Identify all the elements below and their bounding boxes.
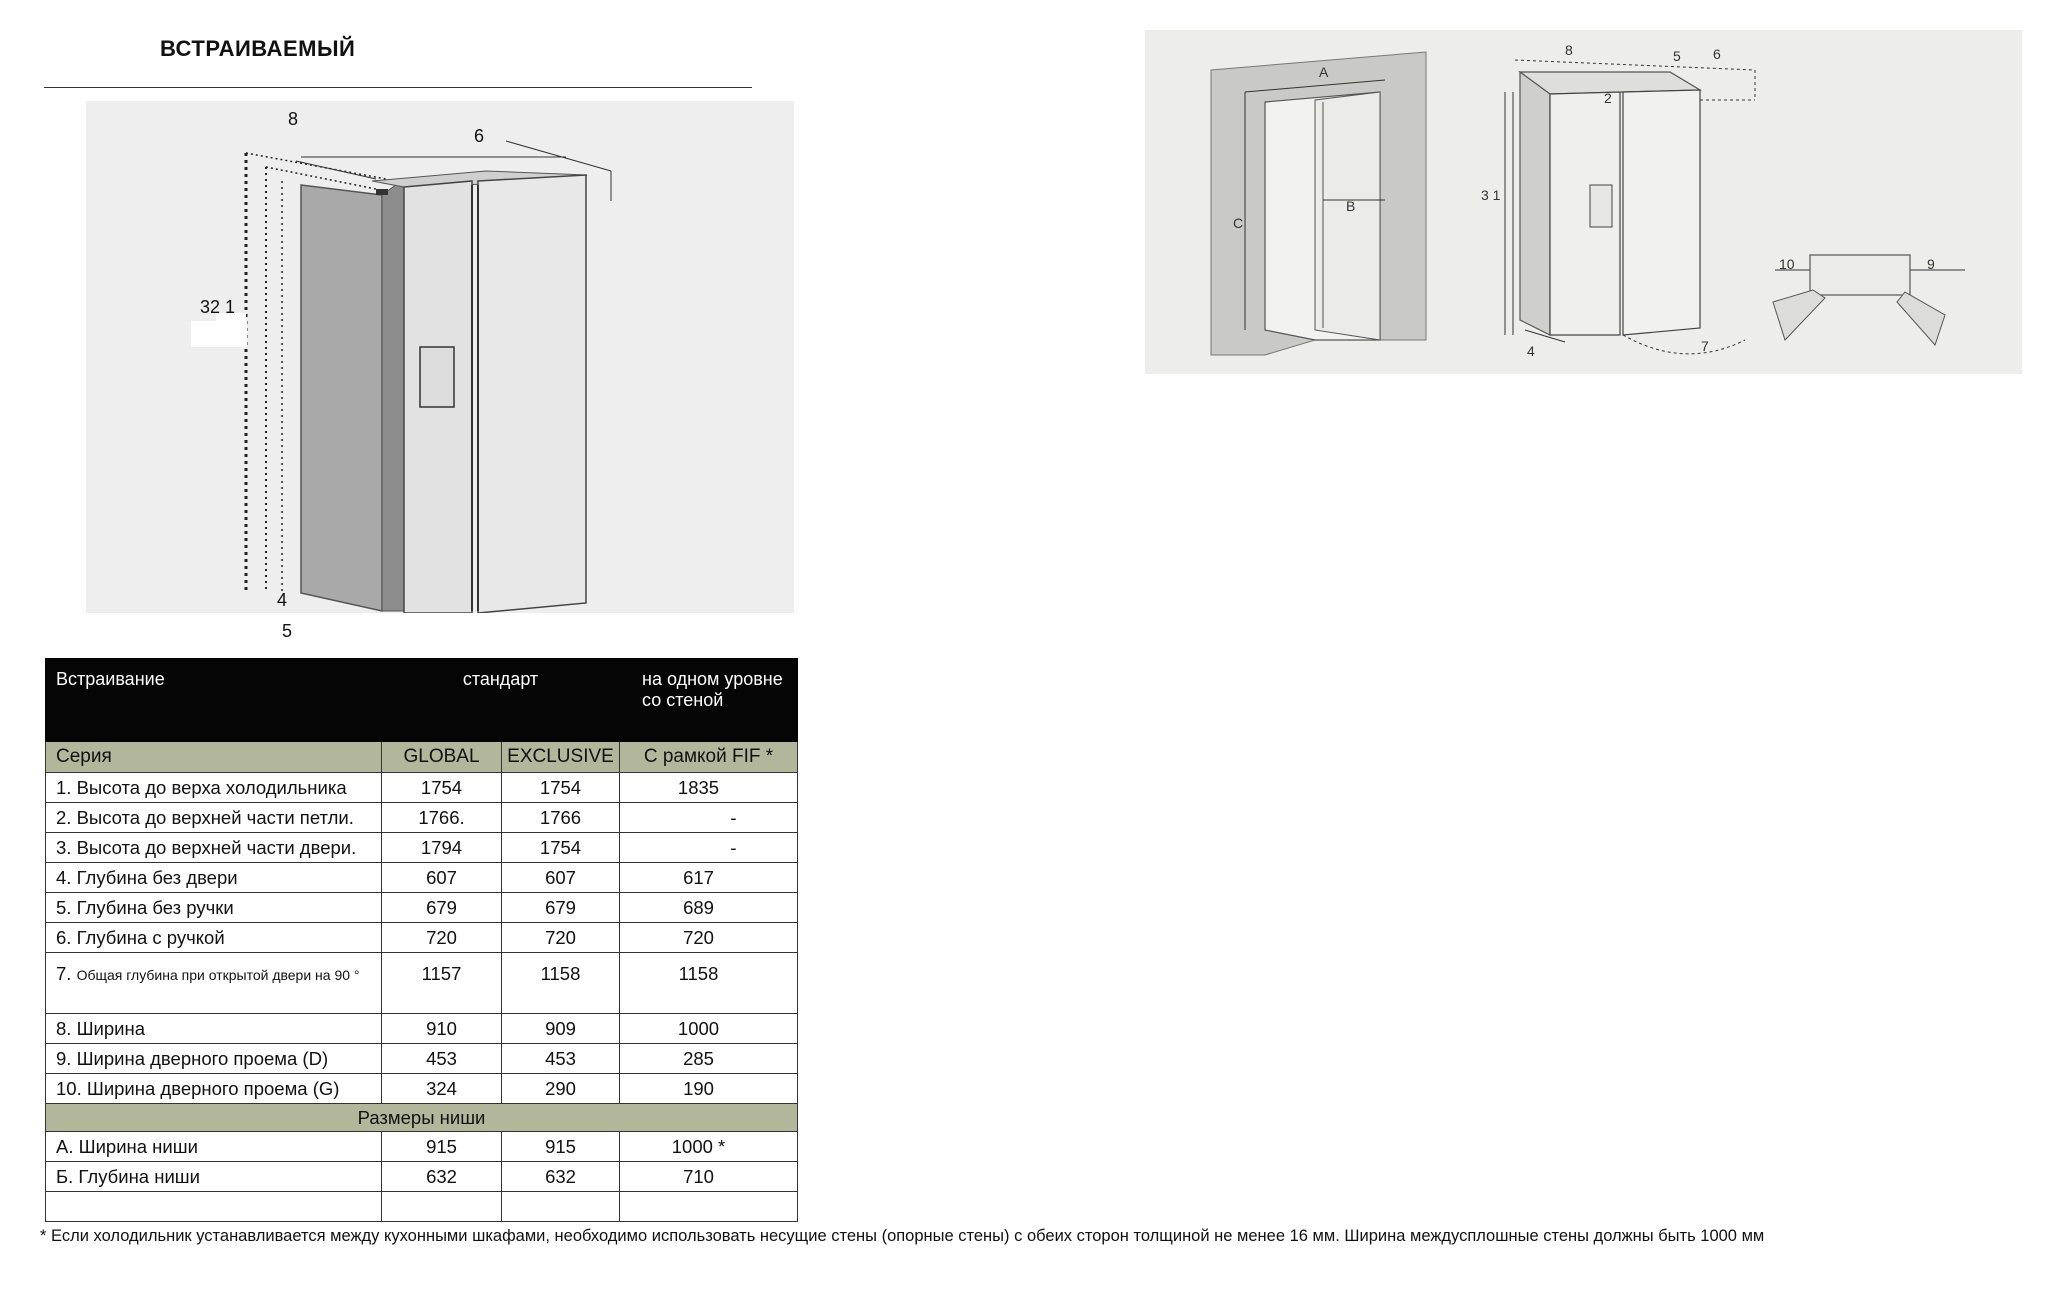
row-label: Б. Глубина ниши bbox=[46, 1162, 382, 1192]
row-label: 8. Ширина bbox=[46, 1014, 382, 1044]
row-label bbox=[46, 953, 382, 1014]
cell-exclusive: 679 bbox=[502, 893, 620, 923]
dimension-5-label-right: 5 bbox=[1673, 48, 1681, 64]
row-label: 4. Глубина без двери bbox=[46, 863, 382, 893]
dimension-C-label: C bbox=[1233, 215, 1244, 231]
cell-global: 1754 bbox=[382, 773, 502, 803]
cell-fif: 689 bbox=[620, 893, 798, 923]
cell-exclusive: 909 bbox=[502, 1014, 620, 1044]
table-row bbox=[46, 893, 798, 923]
cell-global: 1766. bbox=[382, 803, 502, 833]
dimension-4-label: 4 bbox=[277, 590, 288, 610]
cell-exclusive: 290 bbox=[502, 1074, 620, 1104]
cell-fif: 617 bbox=[620, 863, 798, 893]
dimension-9-label-right: 9 bbox=[1927, 256, 1935, 272]
cell-exclusive: 453 bbox=[502, 1044, 620, 1074]
cell-fif: 710 bbox=[620, 1162, 798, 1192]
page-title: ВСТРАИВАЕМЫЙ bbox=[160, 36, 356, 61]
cell-fif: - bbox=[620, 833, 798, 863]
header-flush: на одном уровне со стеной bbox=[620, 659, 798, 742]
cell-global: 632 bbox=[382, 1162, 502, 1192]
table-row bbox=[46, 803, 798, 833]
empty-row bbox=[46, 1192, 798, 1222]
series-fif: С рамкой FIF * bbox=[620, 742, 798, 773]
cell-global: 453 bbox=[382, 1044, 502, 1074]
cell-global: 679 bbox=[382, 893, 502, 923]
dimension-2-label-right: 2 bbox=[1604, 90, 1612, 106]
cell-fif: 285 bbox=[620, 1044, 798, 1074]
row-label: 9. Ширина дверного проема (D) bbox=[46, 1044, 382, 1074]
row-label: 2. Высота до верхней части петли. bbox=[46, 803, 382, 833]
cell-global: 1157 bbox=[382, 953, 502, 1014]
dimension-5-label: 5 bbox=[282, 621, 293, 641]
row-label: 5. Глубина без ручки bbox=[46, 893, 382, 923]
table-header-row bbox=[46, 659, 798, 742]
header-installation: Встраивание bbox=[46, 659, 382, 742]
cell-exclusive: 1754 bbox=[502, 833, 620, 863]
row-label: А. Ширина ниши bbox=[46, 1132, 382, 1162]
cell-fif: 1158 bbox=[620, 953, 798, 1014]
niche-drawing bbox=[1145, 30, 2022, 374]
table-row bbox=[46, 1014, 798, 1044]
niche-section-title: Размеры ниши bbox=[46, 1104, 798, 1132]
dimension-3-1-label-right: 3 1 bbox=[1481, 187, 1501, 203]
table-row bbox=[46, 923, 798, 953]
table-row bbox=[46, 863, 798, 893]
cell-exclusive: 915 bbox=[502, 1132, 620, 1162]
dimension-6-label: 6 bbox=[474, 126, 485, 146]
dimension-B-label: B bbox=[1346, 198, 1356, 214]
series-label: Серия bbox=[46, 742, 382, 773]
niche-section-row bbox=[46, 1104, 798, 1132]
fridge-dimensions-illustration bbox=[86, 101, 794, 613]
table-row bbox=[46, 1074, 798, 1104]
niche-dimensions-illustration bbox=[1145, 30, 2022, 374]
row-label-small: Общая глубина при открытой двери на 90 ° bbox=[76, 967, 360, 983]
table-row bbox=[46, 1044, 798, 1074]
table-row bbox=[46, 773, 798, 803]
cell-fif: 190 bbox=[620, 1074, 798, 1104]
title-divider bbox=[44, 87, 752, 88]
dimension-7-label-right: 7 bbox=[1701, 338, 1709, 354]
cell-exclusive: 1766 bbox=[502, 803, 620, 833]
fridge-3d-drawing bbox=[86, 101, 794, 613]
cell-global: 607 bbox=[382, 863, 502, 893]
dimension-A-label: A bbox=[1319, 64, 1329, 80]
dimension-6-label-right: 6 bbox=[1713, 46, 1721, 62]
cell-exclusive: 1754 bbox=[502, 773, 620, 803]
cell-global: 324 bbox=[382, 1074, 502, 1104]
series-exclusive: EXCLUSIVE bbox=[502, 742, 620, 773]
table-row bbox=[46, 1132, 798, 1162]
row-number: 7. bbox=[56, 963, 72, 984]
cell-fif: - bbox=[620, 803, 798, 833]
row-label: 6. Глубина с ручкой bbox=[46, 923, 382, 953]
cell-global: 720 bbox=[382, 923, 502, 953]
dimension-10-label-right: 10 bbox=[1779, 256, 1795, 272]
header-standard: стандарт bbox=[382, 659, 620, 742]
dimension-4-label-right: 4 bbox=[1527, 343, 1535, 359]
series-global: GLOBAL bbox=[382, 742, 502, 773]
table-row bbox=[46, 833, 798, 863]
cell-global: 1794 bbox=[382, 833, 502, 863]
dimension-8-label: 8 bbox=[288, 109, 299, 129]
row-label: 10. Ширина дверного проема (G) bbox=[46, 1074, 382, 1104]
dimensions-table bbox=[45, 658, 798, 1222]
cell-fif: 1835 bbox=[620, 773, 798, 803]
footnote: * Если холодильник устанавливается между кухонными шкафами, необходимо использовать несущие стены (опорные стены) с обеих сторон толщиной не менее 16 мм. Ширина междусплошные стены должны быть 1000 мм bbox=[40, 1227, 1765, 1245]
dimension-3-2-1-label: 32 1 bbox=[200, 297, 236, 317]
cell-global: 915 bbox=[382, 1132, 502, 1162]
table-row bbox=[46, 1162, 798, 1192]
cell-fif: 720 bbox=[620, 923, 798, 953]
dimension-8-label-right: 8 bbox=[1565, 42, 1573, 58]
cell-fif: 1000 * bbox=[620, 1132, 798, 1162]
cell-fif: 1000 bbox=[620, 1014, 798, 1044]
table-row bbox=[46, 953, 798, 1014]
cell-global: 910 bbox=[382, 1014, 502, 1044]
row-label: 3. Высота до верхней части двери. bbox=[46, 833, 382, 863]
row-label: 1. Высота до верха холодильника bbox=[46, 773, 382, 803]
series-row bbox=[46, 742, 798, 773]
cell-exclusive: 1158 bbox=[502, 953, 620, 1014]
cell-exclusive: 607 bbox=[502, 863, 620, 893]
cell-exclusive: 720 bbox=[502, 923, 620, 953]
cell-exclusive: 632 bbox=[502, 1162, 620, 1192]
